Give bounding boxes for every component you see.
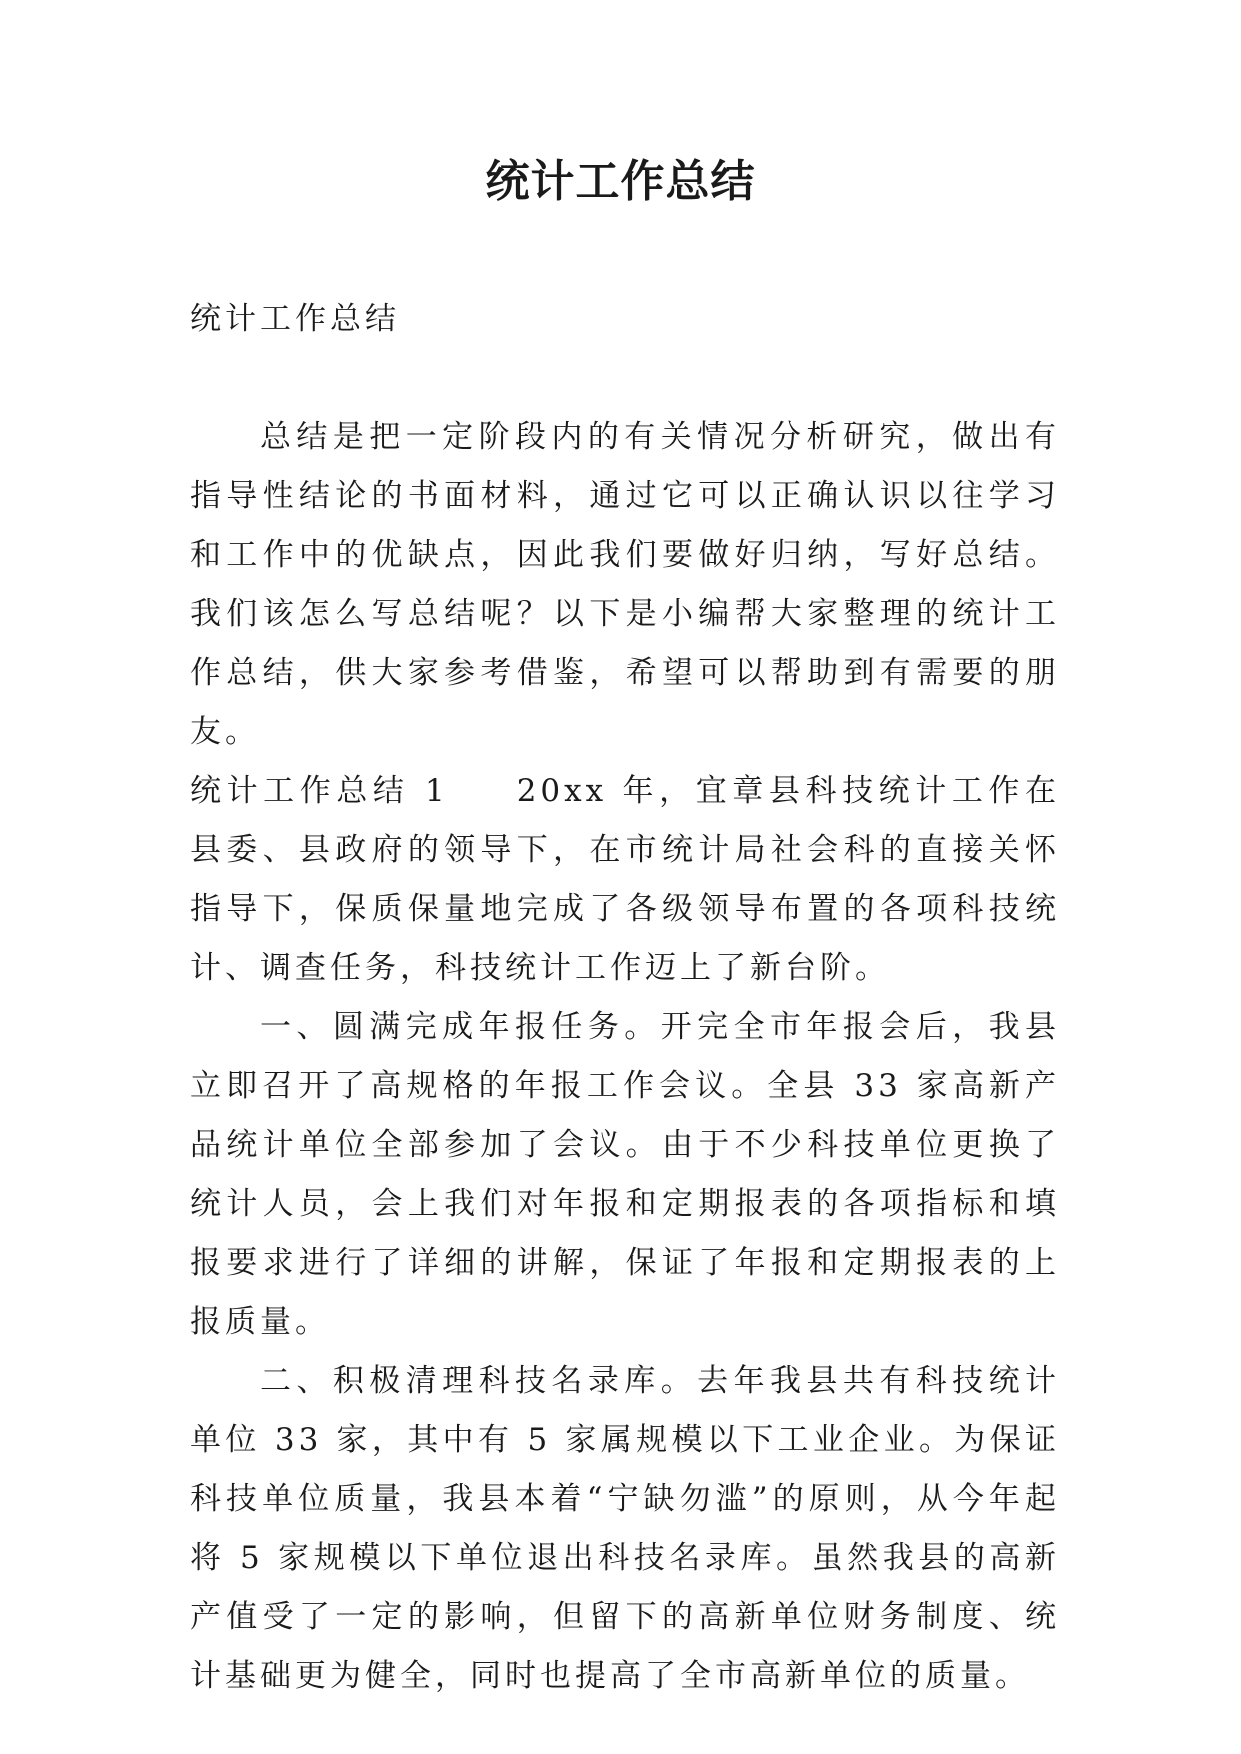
document-body <box>190 290 1060 1706</box>
section-1-text: 20xx 年，宜章县科技统计工作在县委、县政府的领导下，在市统计局社会科的直接关怀指导下，保质保量地完成了各级领导布置的各项科技统计、调查任务，科技统计工作迈上了新台阶。 <box>190 773 1060 986</box>
document-subtitle: 统计工作总结 <box>190 301 400 337</box>
intro-paragraph: 总结是把一定阶段内的有关情况分析研究，做出有指导性结论的书面材料，通过它可以正确认识以往学习和工作中的优缺点，因此我们要做好归纳，写好总结。我们该怎么写总结呢？以下是小编帮大家整理的统计工作总结，供大家参考借鉴，希望可以帮助到有需要的朋友。 <box>190 419 1060 750</box>
paragraph-directory-cleanup: 二、积极清理科技名录库。去年我县共有科技统计单位 33 家，其中有 5 家属规模以下工业企业。为保证科技单位质量，我县本着“宁缺勿滥”的原则，从今年起将 5 家规模以下单位退出科技名录库。虽然我县的高新产值受了一定的影响，但留下的高新单位财务制度、统计基础更为健全，同时也提高了全市高新单位的质量。 <box>190 1363 1060 1694</box>
section-1-paragraph <box>190 762 1060 998</box>
section-1-label: 统计工作总结 1 <box>190 773 449 809</box>
document-title: 统计工作总结 <box>485 156 756 207</box>
paragraph-annual-report: 一、圆满完成年报任务。开完全市年报会后，我县立即召开了高规格的年报工作会议。全县 33 家高新产品统计单位全部参加了会议。由于不少科技单位更换了统计人员，会上我们对年报和定期报表的各项指标和填报要求进行了详细的讲解，保证了年报和定期报表的上报质量。 <box>190 1009 1060 1340</box>
